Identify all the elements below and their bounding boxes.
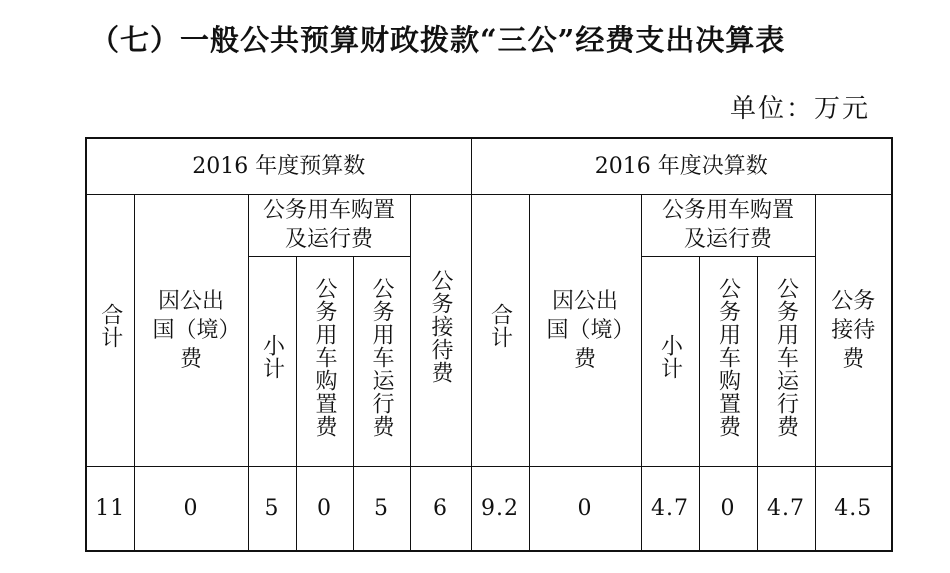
budget-subtotal-value: 5 — [248, 466, 296, 551]
budget-purchase-value: 0 — [296, 466, 353, 551]
final-purchase-value: 0 — [699, 466, 757, 551]
budget-reception-header: 公务接待费 — [410, 194, 471, 466]
final-abroad-value: 0 — [529, 466, 641, 551]
final-group-header: 2016 年度决算数 — [471, 138, 892, 194]
budget-total-value: 11 — [86, 466, 134, 551]
budget-vehicle-header: 公务用车购置及运行费 — [248, 194, 410, 256]
expense-table — [85, 137, 893, 552]
budget-operation-header: 公务用车运行费 — [353, 256, 410, 466]
budget-reception-value: 6 — [410, 466, 471, 551]
final-total-value: 9.2 — [471, 466, 529, 551]
final-subtotal-value: 4.7 — [641, 466, 699, 551]
final-reception-header: 公务接待费 — [815, 194, 892, 466]
budget-purchase-header: 公务用车购置费 — [296, 256, 353, 466]
final-vehicle-header: 公务用车购置及运行费 — [641, 194, 815, 256]
budget-abroad-value: 0 — [134, 466, 248, 551]
final-subtotal-header: 小计 — [641, 256, 699, 466]
budget-group-header: 2016 年度预算数 — [86, 138, 471, 194]
final-operation-header: 公务用车运行费 — [757, 256, 815, 466]
final-reception-value: 4.5 — [815, 466, 892, 551]
final-operation-value: 4.7 — [757, 466, 815, 551]
unit-label: 单位：万元 — [730, 94, 871, 124]
final-purchase-header: 公务用车购置费 — [699, 256, 757, 466]
final-abroad-header: 因公出国（境）费 — [529, 194, 641, 466]
budget-total-header: 合计 — [86, 194, 134, 466]
budget-operation-value: 5 — [353, 466, 410, 551]
budget-abroad-header: 因公出国（境）费 — [134, 194, 248, 466]
final-total-header: 合计 — [471, 194, 529, 466]
budget-subtotal-header: 小计 — [248, 256, 296, 466]
page-title: （七）一般公共预算财政拨款“三公”经费支出决算表 — [90, 23, 786, 57]
